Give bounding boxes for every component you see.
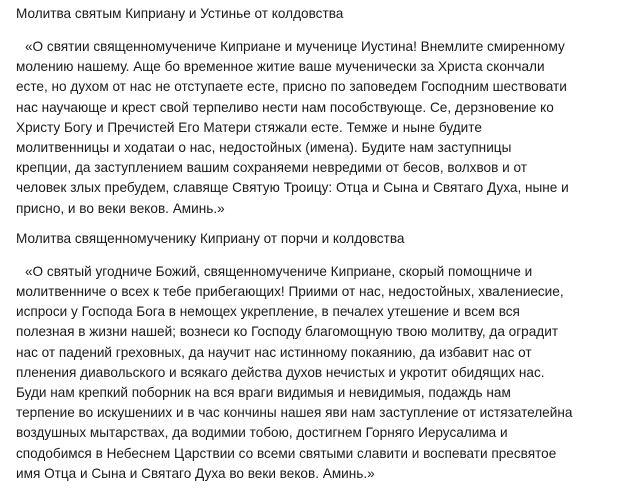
- text-line: «О святый угодниче Божий, священномучениче Киприане, скорый помощниче и: [25, 263, 533, 279]
- text-line: пленения диавольского и всякаго действа духов нечистых и укротит обидящих нас.: [16, 364, 545, 380]
- text-line: молитвенниче о всех к тебе прибегающих! Приими от нас, недостойных, хвалениесие,: [16, 284, 564, 300]
- text-line: полезная в жизни нашей; вознеси ко Господу благомощную твою молитву, да оградит: [16, 324, 559, 340]
- document: [10, 4, 616, 484]
- text-line: нас от падений греховных, да научит нас истинному покаянию, да избавит нас от: [16, 344, 532, 360]
- text-line: присно, и во веки веков. Аминь.»: [16, 200, 225, 216]
- text-line: нас научающе и крест свой терпеливо нести нам пособствующе. Се, дерзновение ко: [16, 99, 554, 115]
- section-heading-1: Молитва святым Киприану и Устинье от колдовства: [16, 6, 344, 21]
- text-line: молитвенницы и ходатаи о нас, недостойных (имена). Будите нам заступницы: [16, 140, 512, 156]
- text-line: имя Отца и Сына и Святаго Духа во веки веков. Аминь.»: [16, 465, 375, 481]
- text-line: воздушных мытарствах, да водимии тобою, достигнем Горняго Иерусалима и: [16, 425, 508, 441]
- text-line: испроси у Господа Бога в немощех укрепление, в печалех утешение и всем вся: [16, 304, 520, 320]
- text-line: терпение во искушениих и в час кончины нашея яви нам заступление от истязателейна: [16, 405, 573, 421]
- text-line: человек злых пребудем, славяще Святую Троицу: Отца и Сына и Святаго Духа, ныне и: [16, 180, 569, 196]
- text-line: Буди нам крепкий поборник на вся враги видимыя и невидимыя, подаждь нам: [16, 385, 511, 401]
- text-line: крепции, да заступлением вашим сохраняеми невредими от бесов, волхвов и от: [16, 160, 527, 176]
- prayer-paragraph-1: [10, 37, 616, 219]
- text-line: сподобимся в Небеснем Царствии со всеми святыми славити и воспевати пресвятое: [16, 445, 557, 461]
- text-line: «О святии священномученичe Киприане и мученице Иустина! Внемлите смиренному: [25, 39, 565, 54]
- text-line: Христу Богу и Пречистей Его Матери стяжали есте. Темже и ныне будите: [16, 119, 482, 135]
- section-heading-2: Молитва священномученику Киприану от порчи и колдовства: [16, 230, 405, 246]
- text-line: молению нашему. Аще бо временное житие ваше мученически за Христа скончали: [16, 59, 545, 75]
- prayer-paragraph-2: [10, 262, 616, 484]
- text-line: есте, но духом от нас не отступаете есте, присно по заповедем Господним шествовати: [16, 79, 567, 95]
